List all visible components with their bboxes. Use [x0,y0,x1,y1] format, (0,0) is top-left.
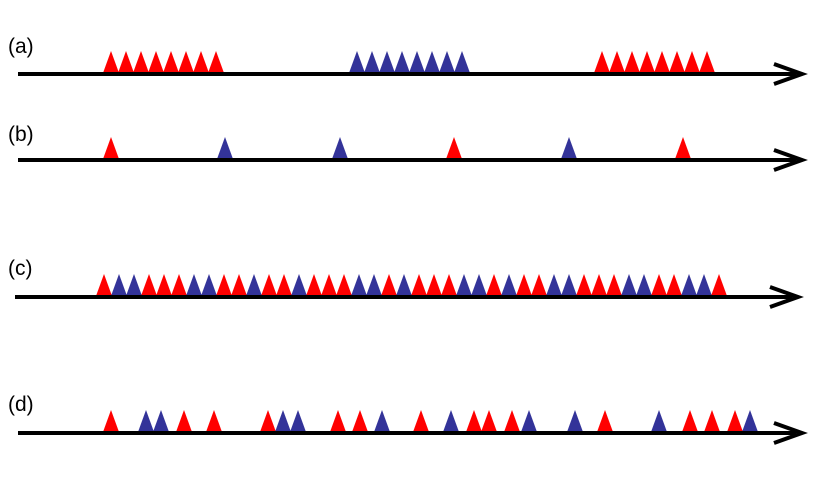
blue-event-triangle [501,274,517,296]
panel-label-d: (d) [8,393,34,416]
red-event-triangle [321,274,337,296]
blue-event-triangle [636,274,652,296]
blue-event-triangle [291,274,307,296]
red-event-triangle [576,274,592,296]
red-event-triangle [103,137,119,159]
red-event-triangle [208,51,224,73]
blue-event-triangle [439,51,455,73]
blue-event-triangle [349,51,365,73]
red-event-triangle [669,51,685,73]
red-event-triangle [206,410,222,432]
panel-d [8,393,802,443]
red-event-triangle [261,274,277,296]
blue-event-triangle [374,410,390,432]
blue-event-triangle [456,274,472,296]
red-event-triangle [684,51,700,73]
blue-event-triangle [138,410,154,432]
blue-event-triangle [696,274,712,296]
red-event-triangle [711,274,727,296]
red-event-triangle [141,274,157,296]
red-event-triangle [704,410,720,432]
red-event-triangle [231,274,247,296]
blue-event-triangle [561,137,577,159]
panel-label-c: (c) [8,257,33,280]
red-event-triangle [336,274,352,296]
red-event-triangle [133,51,149,73]
blue-event-triangle [546,274,562,296]
red-event-triangle [666,274,682,296]
panel-b [8,123,802,170]
blue-event-triangle [364,51,380,73]
red-event-triangle [654,51,670,73]
panel-a-markers [103,51,715,73]
red-event-triangle [682,410,698,432]
red-event-triangle [466,410,482,432]
blue-event-triangle [290,410,306,432]
panel-d-markers [103,410,758,432]
blue-event-triangle [443,410,459,432]
red-event-triangle [651,274,667,296]
blue-event-triangle [153,410,169,432]
red-event-triangle [594,51,610,73]
red-event-triangle [597,410,613,432]
panel-c [8,257,798,307]
red-event-triangle [606,274,622,296]
red-event-triangle [639,51,655,73]
red-event-triangle [171,274,187,296]
blue-event-triangle [621,274,637,296]
blue-event-triangle [201,274,217,296]
red-event-triangle [591,274,607,296]
red-event-triangle [306,274,322,296]
blue-event-triangle [409,51,425,73]
red-event-triangle [516,274,532,296]
blue-event-triangle [396,274,412,296]
panel-label-a: (a) [8,35,34,58]
red-event-triangle [118,51,134,73]
red-event-triangle [193,51,209,73]
blue-event-triangle [186,274,202,296]
blue-event-triangle [521,410,537,432]
red-event-triangle [609,51,625,73]
blue-event-triangle [742,410,758,432]
red-event-triangle [103,410,119,432]
red-event-triangle [699,51,715,73]
blue-event-triangle [567,410,583,432]
red-event-triangle [446,137,462,159]
red-event-triangle [381,274,397,296]
red-event-triangle [413,410,429,432]
red-event-triangle [178,51,194,73]
panel-b-markers [103,137,691,159]
blue-event-triangle [379,51,395,73]
blue-event-triangle [332,137,348,159]
panel-a [8,35,802,84]
red-event-triangle [441,274,457,296]
red-event-triangle [163,51,179,73]
red-event-triangle [216,274,232,296]
red-event-triangle [352,410,368,432]
blue-event-triangle [217,137,233,159]
blue-event-triangle [471,274,487,296]
blue-event-triangle [561,274,577,296]
panel-label-b: (b) [8,123,34,146]
red-event-triangle [276,274,292,296]
red-event-triangle [148,51,164,73]
red-event-triangle [486,274,502,296]
red-event-triangle [260,410,276,432]
panel-c-markers [96,274,727,296]
blue-event-triangle [126,274,142,296]
blue-event-triangle [424,51,440,73]
blue-event-triangle [275,410,291,432]
red-event-triangle [411,274,427,296]
red-event-triangle [504,410,520,432]
red-event-triangle [531,274,547,296]
red-event-triangle [176,410,192,432]
blue-event-triangle [651,410,667,432]
red-event-triangle [481,410,497,432]
blue-event-triangle [454,51,470,73]
red-event-triangle [426,274,442,296]
blue-event-triangle [111,274,127,296]
red-event-triangle [330,410,346,432]
blue-event-triangle [366,274,382,296]
blue-event-triangle [394,51,410,73]
red-event-triangle [156,274,172,296]
red-event-triangle [103,51,119,73]
red-event-triangle [624,51,640,73]
blue-event-triangle [246,274,262,296]
blue-event-triangle [351,274,367,296]
red-event-triangle [727,410,743,432]
red-event-triangle [96,274,112,296]
red-event-triangle [675,137,691,159]
blue-event-triangle [681,274,697,296]
